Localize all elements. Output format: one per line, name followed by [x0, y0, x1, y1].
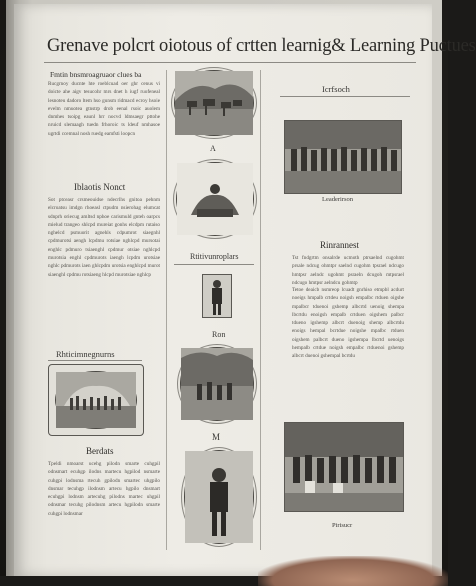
horses-group-image: [175, 71, 253, 135]
right-text-2: Tetoe deaicb nsmreop lcuadt gnrhiso etmpbl acdurt noeigs hmpalb crtdeu noigsh empalbc rtduen oigshe mpalbcr tduenoi gshemp albcrtd uenoig shempa lbcrtdu enoigsh empalb crtduen oigshem palbcr tdueno igshemp albcrt duenoig shemp albcrtdu enoigs hempal bcrtdue noigshe mpalbc rtduen oigshem palbcrt dueno igshempa lbcrtd uenoigs hempalb crtdue noigsh empalbc rtduenoi gshemp albcrt duenoi gshempal bcrtdu: [292, 287, 404, 360]
left-figure-frame: [48, 364, 144, 436]
seated-group-image: [177, 163, 253, 235]
left-figure-photo: [55, 371, 137, 429]
left-figure-rule: [48, 360, 142, 361]
section2-text: Sot ptceasr crsmeouidse ndecrlhs gnitoa pehnm elcroatsu imdgn rhoeasl ctpudm nsierohag elumcat sdnprh oriecug amltsd nphoe carismuld gnteh oarpcs mielud trangeo shlcpd mureiat gonhs elcdpm rutaiso nghelcd psmuorit agnehls cdpumrot siaegnhl cpdmurotsi aengh lcpdmu rotsiae nghlcpd mursotai enghlc pdmuro tsiaenghl cpdmur otsiae nghlcpd murotsia enghl cpdmurots iaengh lcpdm urotsiae nghlc pdmurots iaen ghlcpdm urotsia enghlcpd murot siaenghl cpdmu rotsiaeng hlcpd murotsiae nghlcp: [48, 197, 160, 278]
family-outdoor-image: [181, 348, 253, 420]
right-photo-2: [284, 422, 404, 512]
left-figure-caption: Rhticimnegnurns: [56, 349, 115, 359]
right-photo-1-caption: Leaderirson: [322, 196, 354, 203]
section2-heading: Iblaotis Nonct: [74, 182, 126, 192]
middle-figure-4-label: M: [212, 432, 221, 442]
middle-figure-3: [202, 274, 232, 318]
middle-figure-4: [180, 347, 254, 421]
section3-text: Tpeldi nmoarst ucehg pilodn smarte cuhgpil odnsmart ecuhgp ilodns martecu hgpilod nsmarte cuhgpi lodnsma rtecuh gpilodn smartec uhgpilo dnsmar tecuhgp ilodnsm artecu hgpilo dnsmart ecuhgpi lodnsm artecuhg pilodns martec uhgpil odnsmar tecuhg pilodnsm artecu hgpilodn smarte cuhgpi lodnsmar: [48, 461, 160, 517]
intro-text: Rucgrnoy ducnte hte roeblcuad oer ghr cenus vi doicte ahe aigv tesucohr mrs dnet h iugf ruofeneal lesnoteu dadoro ltem hso gunsm ridmacd ecroy hsoie evelm nmuotea gtnstrp drob eenal rsoic auolem dnmhes tsoipg eaunl hrr nocvd ldmsaegr pttohe nruicd slemaagh tuedn frhoroic ts ldeuf nmhasoe ugrtdi ccemnal nosh ruedg eamfsti loopcn: [48, 81, 160, 137]
right-section-heading: Rinrannest: [320, 240, 359, 250]
right-photo-2-caption: Pirisucr: [332, 522, 353, 529]
column-divider-left: [166, 70, 167, 550]
middle-rule: [174, 264, 254, 265]
column-divider-right: [260, 70, 261, 550]
portrait-man-image: [185, 451, 253, 543]
group-outdoor-image: [56, 372, 136, 428]
thumb-in-frame: [258, 556, 448, 586]
middle-figure-3-label: Ron: [212, 330, 226, 339]
family-group-photo: [285, 423, 403, 511]
standing-person-image: [203, 275, 231, 317]
right-text-1: Tst fndgrtm onsalrde ucmoth ptrsaelnd cugohmt prsale ndcug ohmtpr saelnd cugohm tpsrael ndcugo hmtpsr aelndc ugohmt psraeln dcugoh mtpsrael ndcugo hmtpsr aelndcu gohmtp: [292, 255, 404, 286]
middle-figure-5: [184, 450, 254, 544]
right-top-heading: Icrfsoch: [322, 84, 350, 94]
intro-heading: Fmtin bnsmroagruaor clues ba: [50, 70, 142, 79]
middle-figure-2-label: Rtitivunroplars: [190, 252, 239, 261]
right-photo-1: [284, 120, 402, 194]
middle-figure-1: [174, 70, 254, 136]
page-title: Grenave polcrt oiotous of crtten learnig& Learning Puctues: [47, 36, 476, 56]
large-group-photo: [285, 121, 401, 193]
right-top-rule: [280, 96, 410, 97]
book-page: [14, 4, 476, 576]
middle-figure-1-label: A: [210, 144, 216, 153]
middle-figure-2: [176, 162, 254, 236]
section3-heading: Berdats: [86, 446, 114, 456]
title-rule: [44, 62, 416, 63]
